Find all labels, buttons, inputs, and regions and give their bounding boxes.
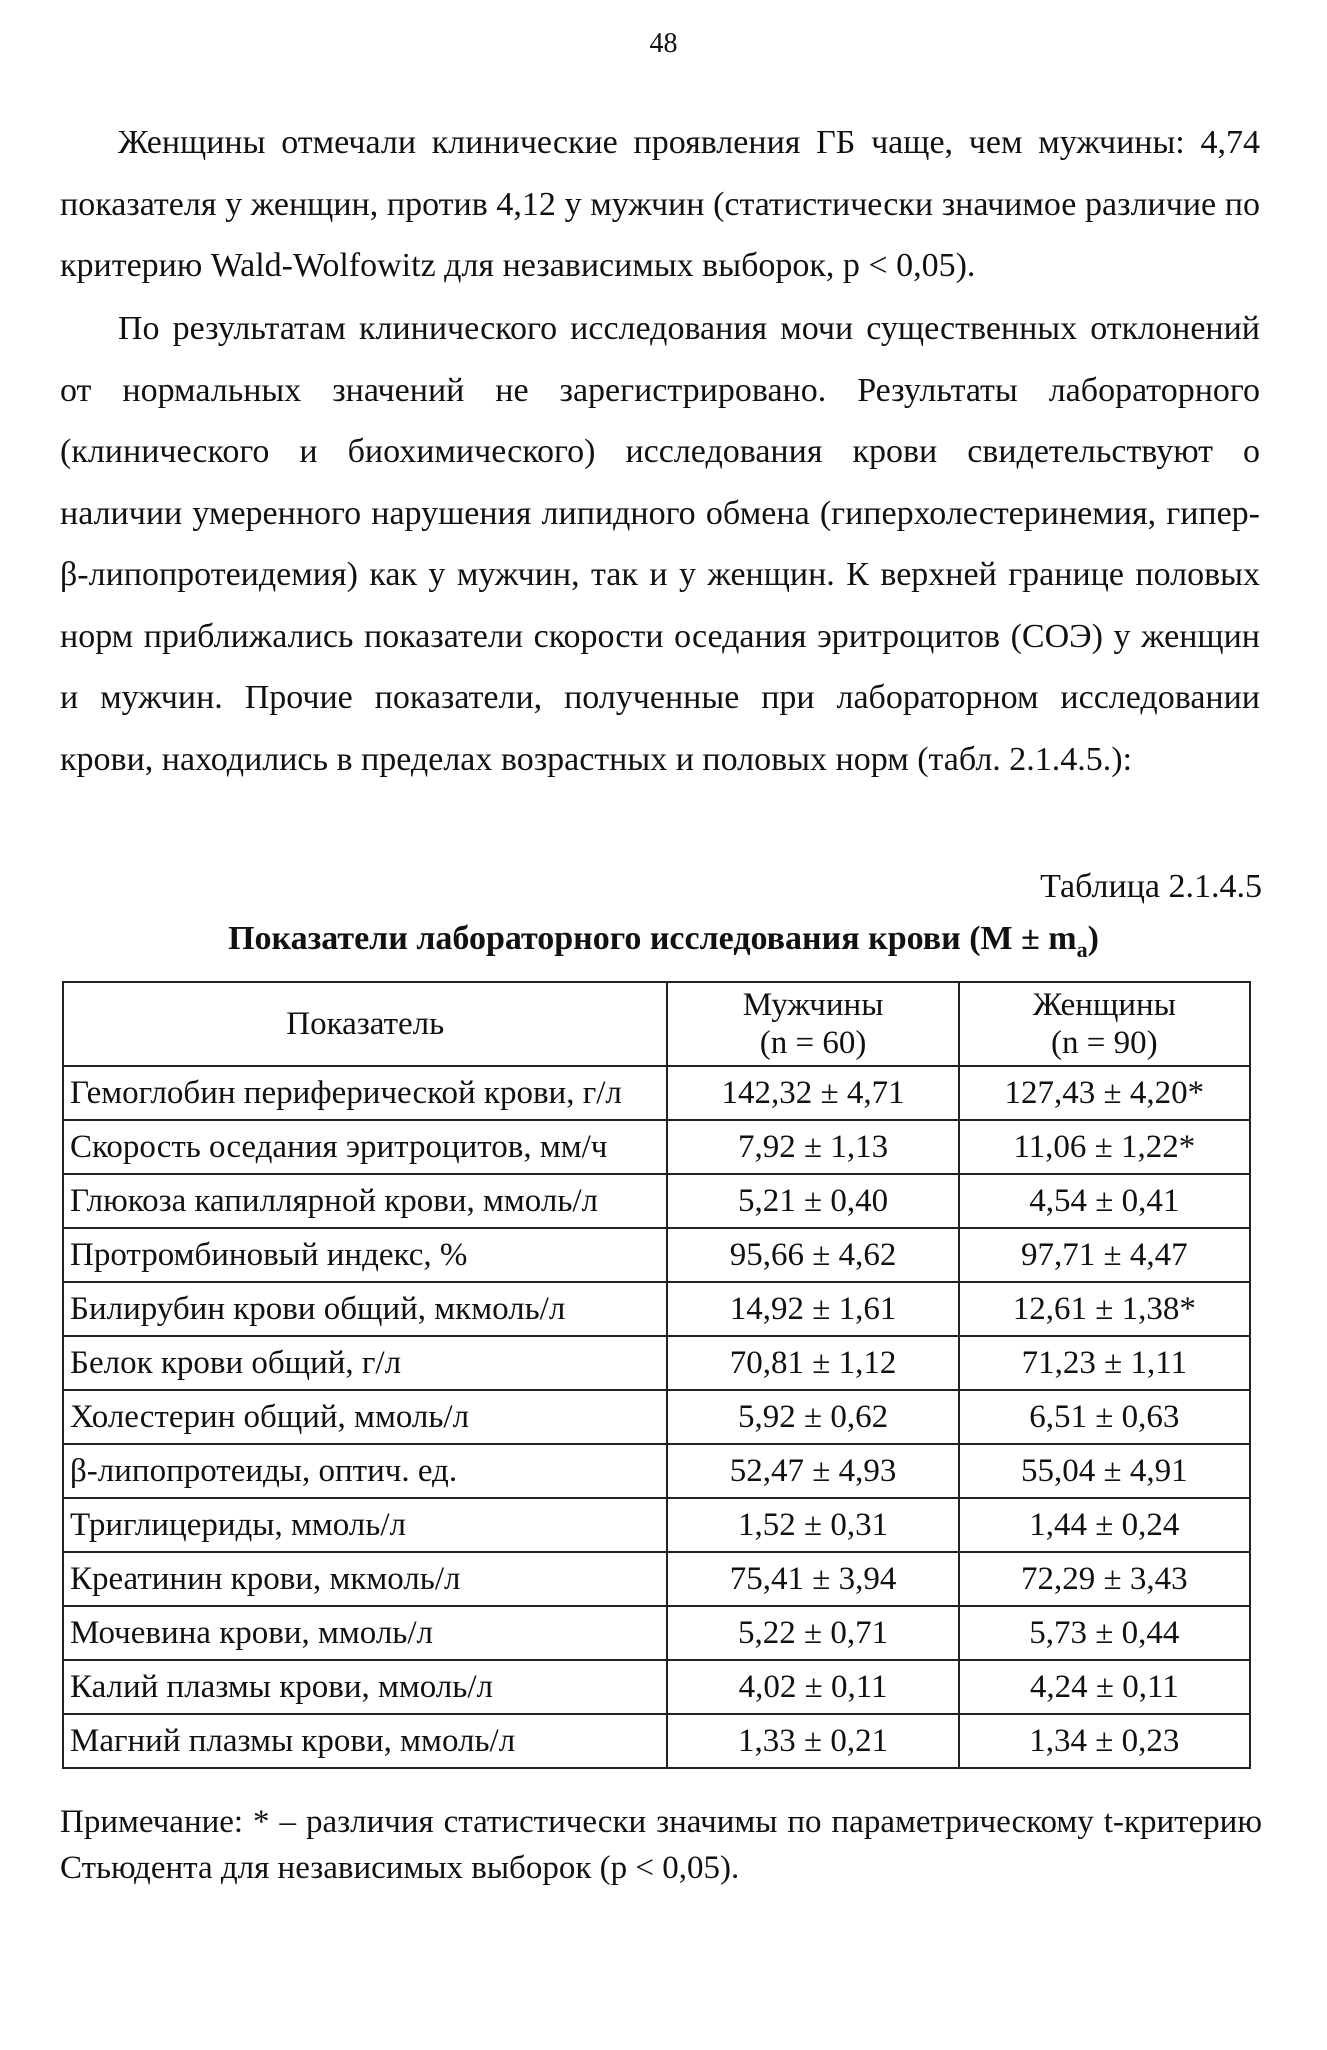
header-women xyxy=(959,982,1250,1066)
cell-women: 6,51 ± 0,63 xyxy=(959,1390,1250,1444)
cell-men: 5,92 ± 0,62 xyxy=(667,1390,958,1444)
cell-women: 5,73 ± 0,44 xyxy=(959,1606,1250,1660)
table-title-subscript: a xyxy=(1076,936,1088,962)
cell-men: 52,47 ± 4,93 xyxy=(667,1444,958,1498)
table-row xyxy=(63,1282,1250,1336)
table-row xyxy=(63,1444,1250,1498)
cell-men: 1,33 ± 0,21 xyxy=(667,1714,958,1768)
table-row xyxy=(63,1498,1250,1552)
cell-women: 1,44 ± 0,24 xyxy=(959,1498,1250,1552)
cell-men: 70,81 ± 1,12 xyxy=(667,1336,958,1390)
cell-women: 11,06 ± 1,22* xyxy=(959,1120,1250,1174)
cell-indicator: Магний плазмы крови, ммоль/л xyxy=(63,1714,667,1768)
page-number: 48 xyxy=(649,28,678,59)
cell-men: 14,92 ± 1,61 xyxy=(667,1282,958,1336)
table-row xyxy=(63,1066,1250,1120)
table-row xyxy=(63,1174,1250,1228)
paragraph-lab-results: По результатам клинического исследования мочи существенных отклонений от нормальных значений не зарегистрировано. Результаты лабораторного (клинического и биохимического) исследования крови свидетельствуют о наличии умеренного нарушения липидного обмена (гиперхолестеринемия, гипер-β-липопротеидемия) как у мужчин, так и у женщин. К верхней границе половых норм приближались показатели скорости оседания эритроцитов (СОЭ) у женщин и мужчин. Прочие показатели, полученные при лабораторном исследовании крови, находились в пределах возрастных и половых норм (табл. 2.1.4.5.): xyxy=(60,310,1260,778)
cell-indicator: Холестерин общий, ммоль/л xyxy=(63,1390,667,1444)
cell-indicator: Белок крови общий, г/л xyxy=(63,1336,667,1390)
cell-indicator: Калий плазмы крови, ммоль/л xyxy=(63,1660,667,1714)
cell-men: 75,41 ± 3,94 xyxy=(667,1552,958,1606)
paragraph-block-2 xyxy=(60,298,1260,790)
lab-results-table xyxy=(62,981,1251,1769)
table-row xyxy=(63,1390,1250,1444)
header-men-label: Мужчины xyxy=(742,987,884,1023)
table-row xyxy=(63,1120,1250,1174)
cell-indicator: Протромбиновый индекс, % xyxy=(63,1228,667,1282)
table-label: Таблица 2.1.4.5 xyxy=(1040,868,1262,905)
cell-indicator: Мочевина крови, ммоль/л xyxy=(63,1606,667,1660)
cell-women: 4,24 ± 0,11 xyxy=(959,1660,1250,1714)
table-row xyxy=(63,1714,1250,1768)
table-title-close: ) xyxy=(1087,920,1099,957)
cell-indicator: Билирубин крови общий, мкмоль/л xyxy=(63,1282,667,1336)
cell-men: 142,32 ± 4,71 xyxy=(667,1066,958,1120)
header-women-label: Женщины xyxy=(1032,987,1176,1023)
header-men xyxy=(667,982,958,1066)
cell-men: 95,66 ± 4,62 xyxy=(667,1228,958,1282)
cell-women: 4,54 ± 0,41 xyxy=(959,1174,1250,1228)
table-row xyxy=(63,1336,1250,1390)
header-men-n: (n = 60) xyxy=(759,1025,867,1061)
cell-women: 12,61 ± 1,38* xyxy=(959,1282,1250,1336)
table-row xyxy=(63,1606,1250,1660)
cell-women: 72,29 ± 3,43 xyxy=(959,1552,1250,1606)
cell-men: 5,21 ± 0,40 xyxy=(667,1174,958,1228)
cell-indicator: Креатинин крови, мкмоль/л xyxy=(63,1552,667,1606)
cell-indicator: Гемоглобин периферической крови, г/л xyxy=(63,1066,667,1120)
paragraph-block-1 xyxy=(60,112,1260,297)
table-row xyxy=(63,1228,1250,1282)
cell-indicator: Триглицериды, ммоль/л xyxy=(63,1498,667,1552)
cell-indicator: Глюкоза капиллярной крови, ммоль/л xyxy=(63,1174,667,1228)
table-title xyxy=(0,920,1327,963)
table-row xyxy=(63,1660,1250,1714)
cell-women: 1,34 ± 0,23 xyxy=(959,1714,1250,1768)
cell-indicator: Скорость оседания эритроцитов, мм/ч xyxy=(63,1120,667,1174)
cell-women: 71,23 ± 1,11 xyxy=(959,1336,1250,1390)
cell-men: 5,22 ± 0,71 xyxy=(667,1606,958,1660)
cell-women: 97,71 ± 4,47 xyxy=(959,1228,1250,1282)
cell-men: 7,92 ± 1,13 xyxy=(667,1120,958,1174)
paragraph-gender-symptoms: Женщины отмечали клинические проявления ГБ чаще, чем мужчины: 4,74 показателя у женщин, против 4,12 у мужчин (статистически значимое различие по критерию Wald-Wolfowitz для независимых выборок, р < 0,05). xyxy=(60,124,1260,284)
header-women-n: (n = 90) xyxy=(1051,1025,1158,1061)
table-header-row xyxy=(63,982,1250,1066)
header-indicator: Показатель xyxy=(63,982,667,1066)
cell-men: 1,52 ± 0,31 xyxy=(667,1498,958,1552)
cell-women: 127,43 ± 4,20* xyxy=(959,1066,1250,1120)
table-row xyxy=(63,1552,1250,1606)
cell-women: 55,04 ± 4,91 xyxy=(959,1444,1250,1498)
cell-indicator: β-липопротеиды, оптич. ед. xyxy=(63,1444,667,1498)
table-note: Примечание: * – различия статистически значимы по параметрическому t-критерию Стьюдента для независимых выборок (р < 0,05). xyxy=(60,1804,1262,1886)
table-title-main: Показатели лабораторного исследования крови (М ± m xyxy=(228,920,1077,957)
cell-men: 4,02 ± 0,11 xyxy=(667,1660,958,1714)
